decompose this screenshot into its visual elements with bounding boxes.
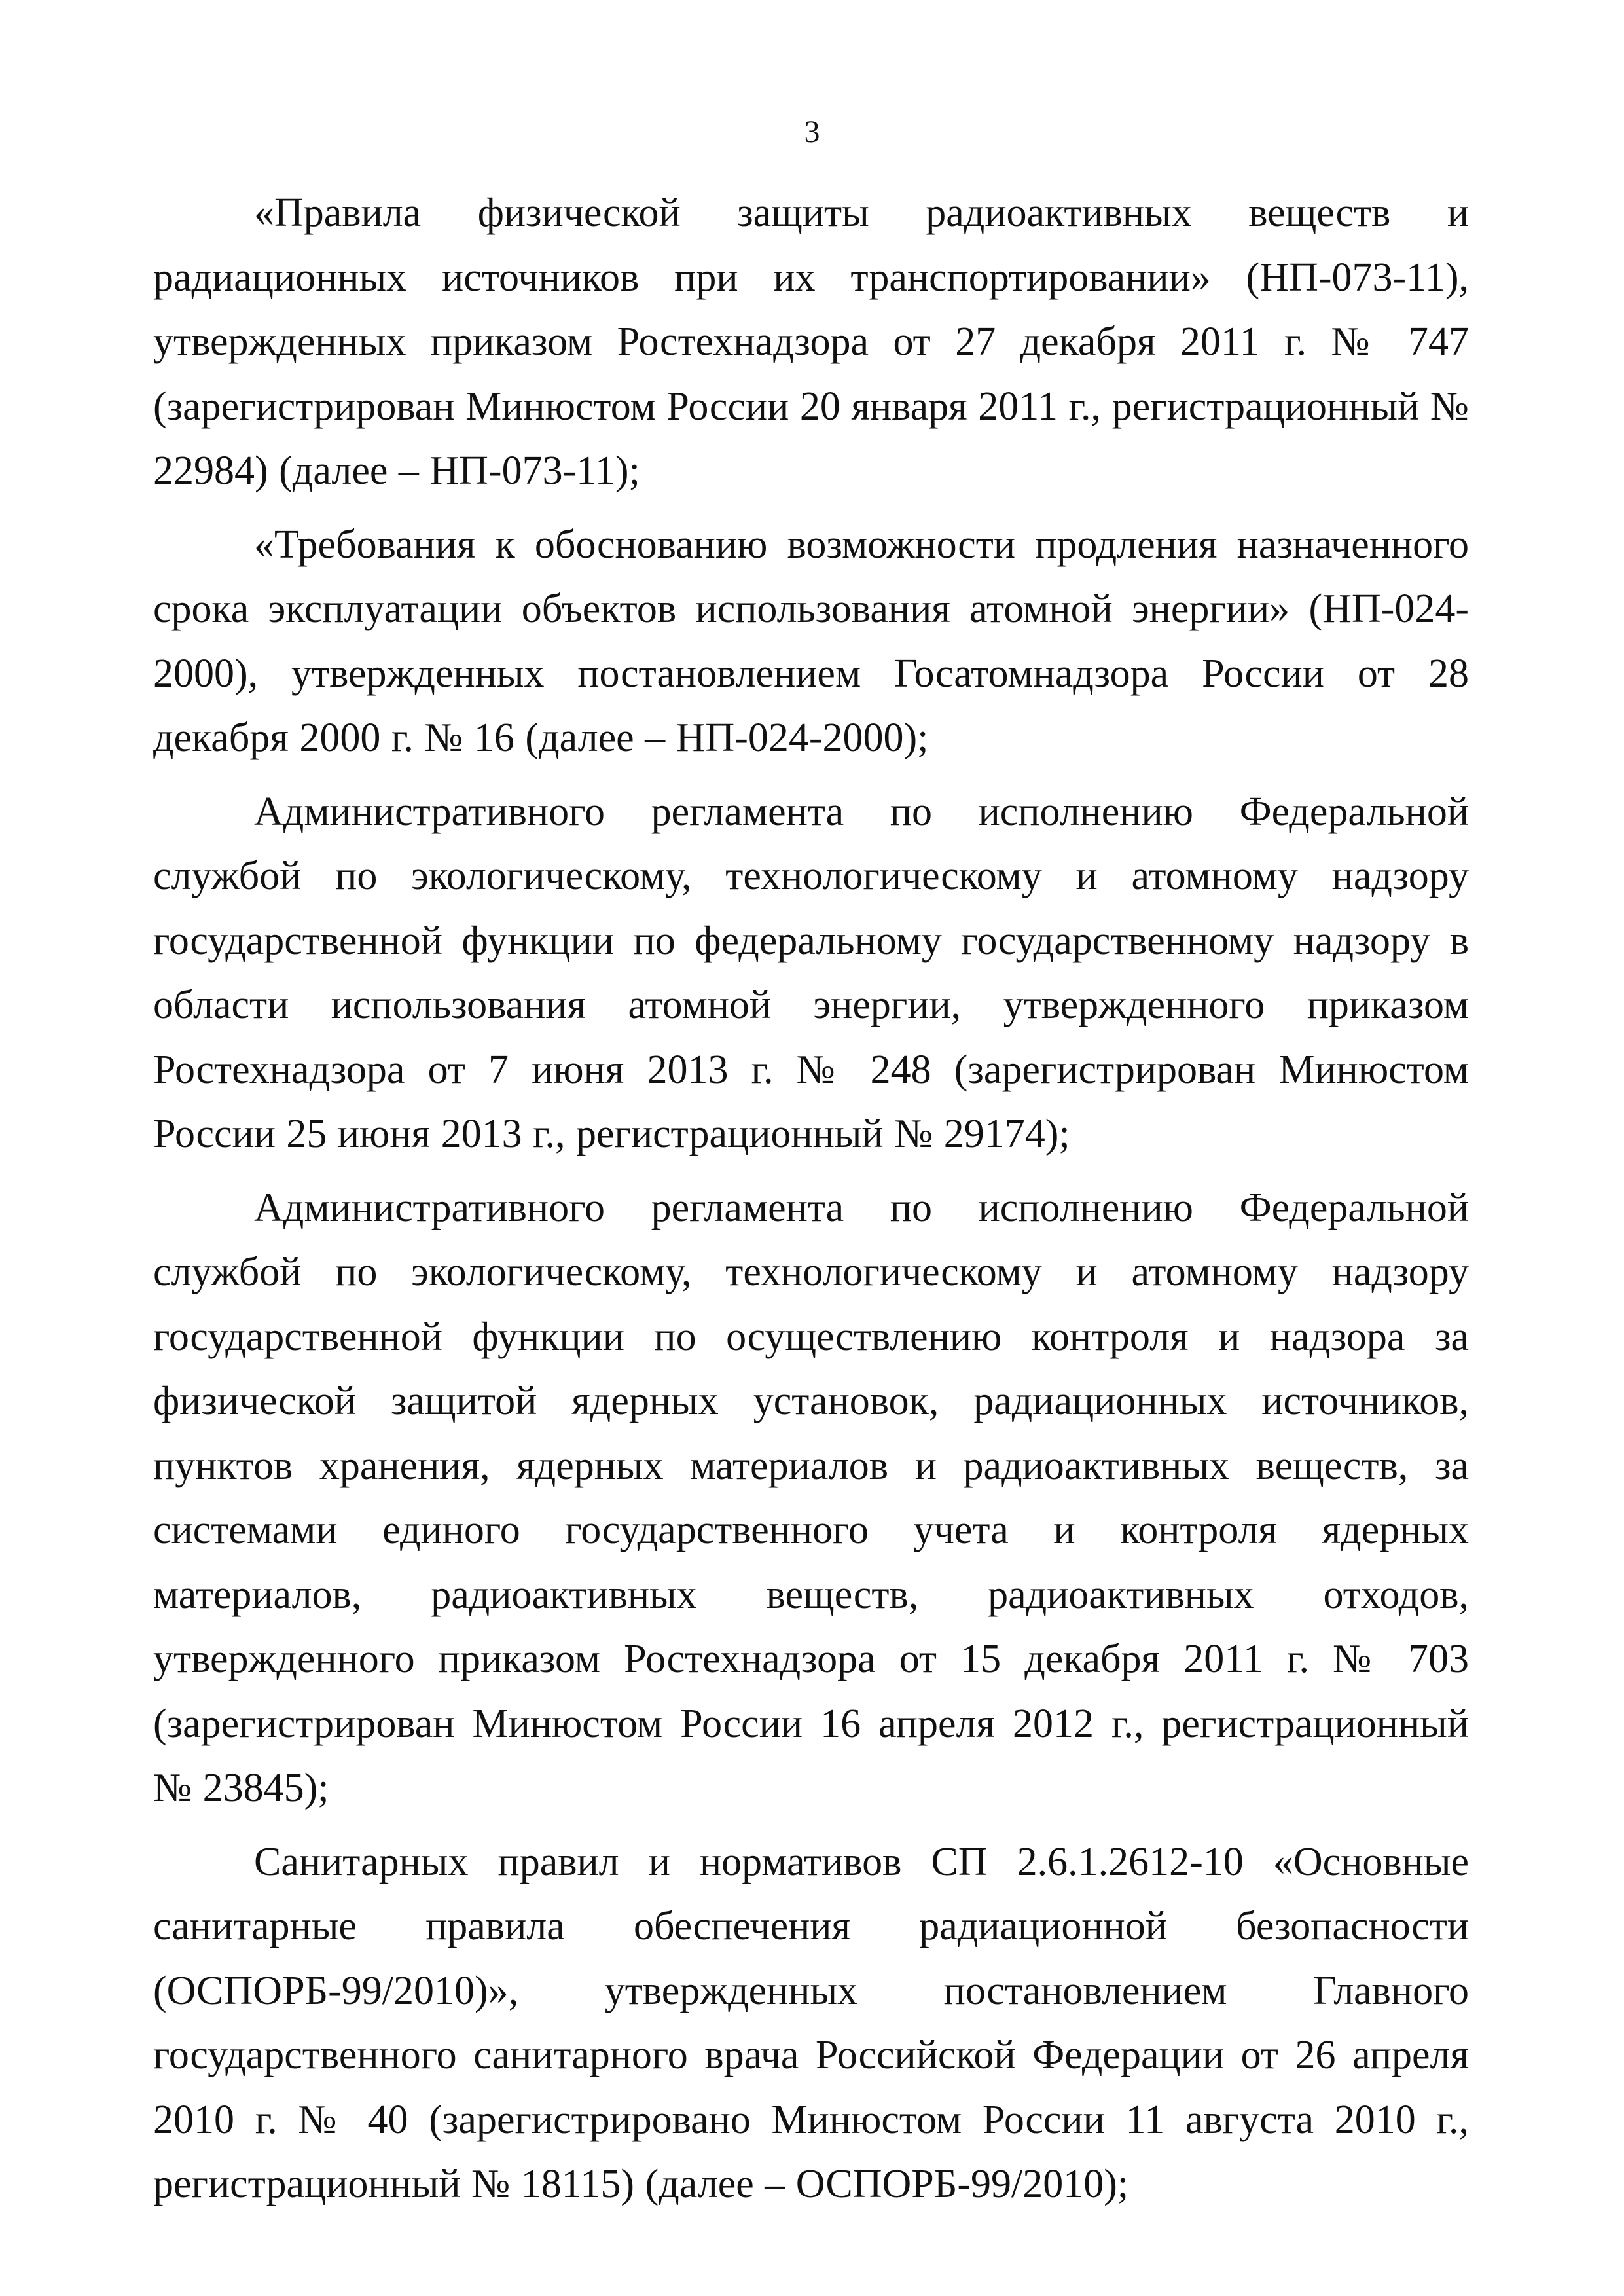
paragraph-admin-regulation-248: Административного регламента по исполнению Федеральной службой по экологическому, технологическому и атомному надзору государственной функции по федеральному государственному надзору в области использования атомной энергии, утвержденного приказом Ростехнадзора от 7 июня 2013 г. № 248 (зарегистрирован Минюстом России 25 июня 2013 г., регистрационный № 29174); <box>153 789 1469 1156</box>
paragraph-osporb-99-2010: Санитарных правил и нормативов СП 2.6.1.2612-10 «Основные санитарные правила обеспечения радиационной безопасности (ОСПОРБ-99/2010)», утвержденных постановлением Главного государственного санитарного врача Российской Федерации от 26 апреля 2010 г. № 40 (зарегистрировано Минюстом России 11 августа 2010 г., регистрационный № 18115) (далее – ОСПОРБ-99/2010); <box>153 1839 1469 2206</box>
paragraph-np-024-2000: «Требования к обоснованию возможности продления назначенного срока эксплуатации объектов использования атомной энергии» (НП-024-2000), утвержденных постановлением Госатомнадзора России от 28 декабря 2000 г. № 16 (далее – НП-024-2000); <box>153 522 1469 760</box>
paragraph-np-073-11: «Правила физической защиты радиоактивных веществ и радиационных источников при их транспортировании» (НП-073-11), утвержденных приказом Ростехнадзора от 27 декабря 2011 г. № 747 (зарегистрирован Минюстом России 20 января 2011 г., регистрационный № 22984) (далее – НП-073-11); <box>153 191 1469 493</box>
page-number: 3 <box>804 115 820 149</box>
paragraph-admin-regulation-703: Административного регламента по исполнению Федеральной службой по экологическому, технологическому и атомному надзору государственной функции по осуществлению контроля и надзора за физической защитой ядерных установок, радиационных источников, пунктов хранения, ядерных материалов и радиоактивных веществ, за системами единого государственного учета и контроля ядерных материалов, радиоактивных веществ, радиоактивных отходов, утвержденного приказом Ростехнадзора от 15 декабря 2011 г. № 703 (зарегистрирован Минюстом России 16 апреля 2012 г., регистрационный № 23845); <box>153 1185 1469 1810</box>
document-body <box>153 181 1469 2226</box>
